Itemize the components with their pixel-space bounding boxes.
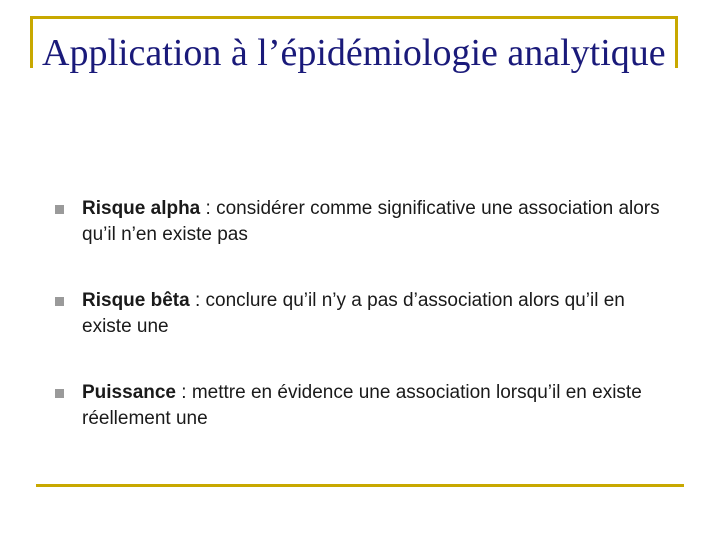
frame-bottom-rule xyxy=(36,484,684,487)
frame-right-rule xyxy=(675,16,678,68)
frame-left-rule xyxy=(30,16,33,68)
bullet-text: : mettre en évidence une association lorsqu’il en existe réellement une xyxy=(82,382,642,429)
square-bullet-icon xyxy=(55,389,64,398)
square-bullet-icon xyxy=(55,205,64,214)
bullet-text: : conclure qu’il n’y a pas d’association alors qu’il en existe une xyxy=(82,290,625,337)
bullet-term: Risque alpha xyxy=(82,198,201,219)
bullet-item-risque-beta xyxy=(52,288,672,340)
square-bullet-icon xyxy=(55,297,64,306)
bullet-term: Puissance xyxy=(82,382,176,403)
bullet-term: Risque bêta xyxy=(82,290,190,311)
slide-title: Application à l’épidémiologie analytique xyxy=(42,32,666,74)
frame-top-rule xyxy=(30,16,678,19)
bullet-list xyxy=(52,196,672,472)
bullet-text: : considérer comme significative une association alors qu’il n’en existe pas xyxy=(82,198,660,245)
bullet-item-risque-alpha xyxy=(52,196,672,248)
bullet-item-puissance xyxy=(52,380,672,432)
